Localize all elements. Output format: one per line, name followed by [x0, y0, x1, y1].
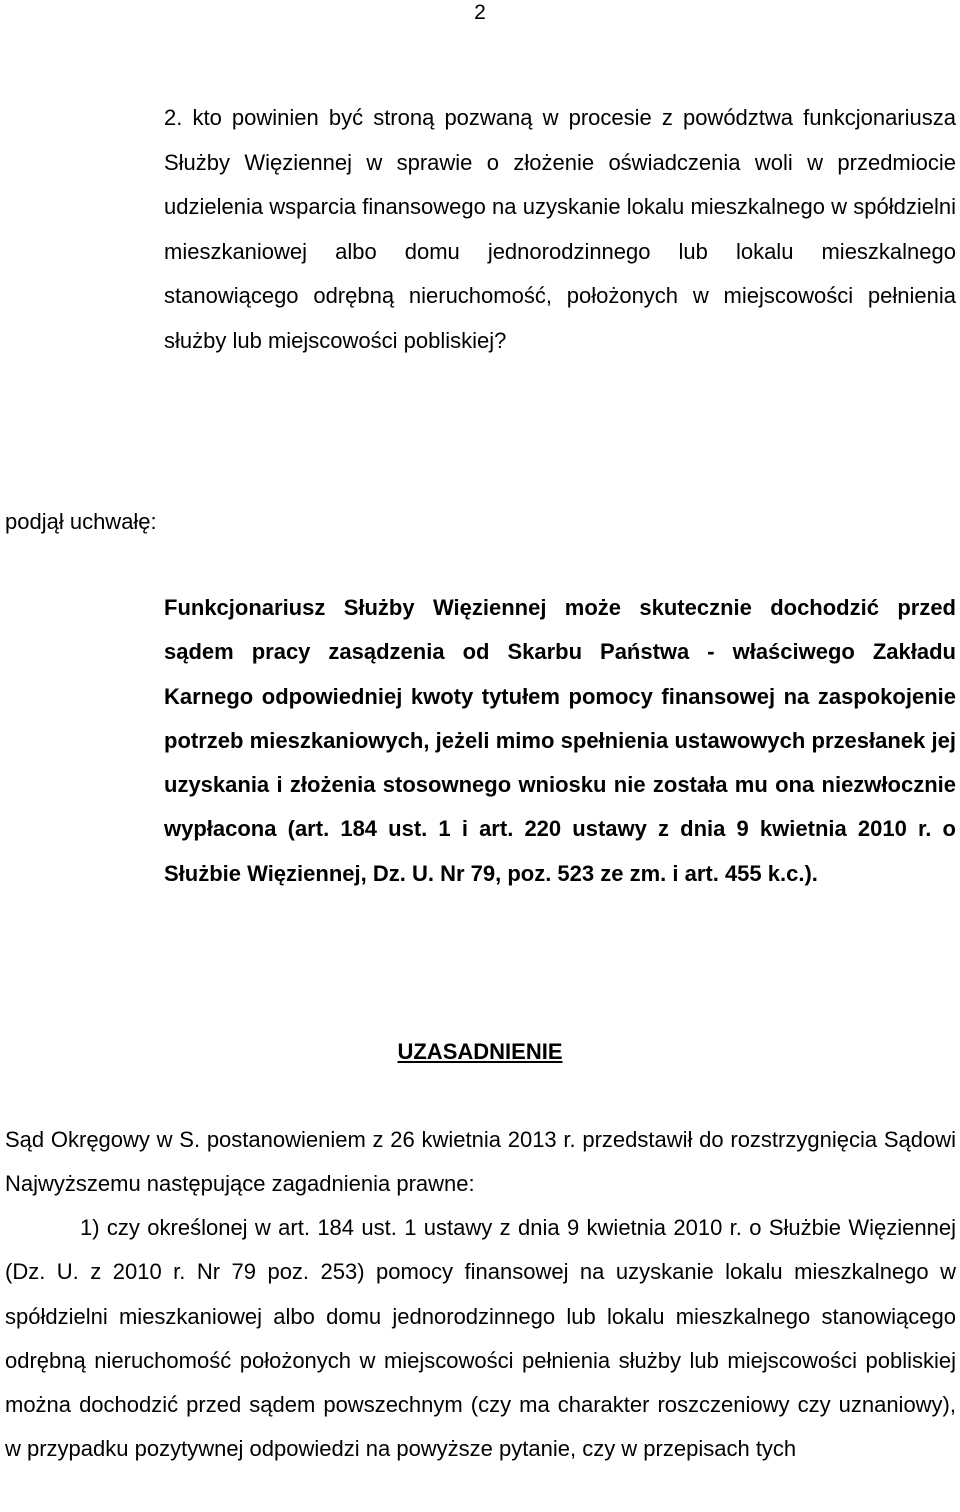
section-heading: UZASADNIENIE [397, 1039, 563, 1064]
reasons-intro-paragraph: Sąd Okręgowy w S. postanowieniem z 26 kwietnia 2013 r. przedstawił do rozstrzygnięcia Sądowi Najwyższemu następujące zagadnienia prawne: [5, 1127, 956, 1197]
reasons-question-1: 1) czy określonej w art. 184 ust. 1 ustawy z dnia 9 kwietnia 2010 r. o Służbie Więziennej (Dz. U. z 2010 r. Nr 79 poz. 253) pomocy finansowej na uzyskanie lokalu mieszkalnego w spółdzielni mieszkaniowej albo domu jednorodzinnego lub lokalu mieszkalnego stanowiącego odrębną nieruchomość położonych w miejscowości pełnienia służby lub miejscowości pobliskiej można dochodzić przed sądem powszechnym (czy ma charakter roszczeniowy czy uznaniowy), w przypadku pozytywnej odpowiedzi na powyższe pytanie, czy w przepisach tych [5, 1215, 956, 1462]
legal-question-2: 2. kto powinien być stroną pozwaną w procesie z powództwa funkcjonariusza Służby Więziennej w sprawie o złożenie oświadczenia woli w przedmiocie udzielenia wsparcia finansowego na uzyskanie lokalu mieszkalnego w spółdzielni mieszkaniowej albo domu jednorodzinnego lub lokalu mieszkalnego stanowiącego odrębną nieruchomość, położonych w miejscowości pełnienia służby lub miejscowości pobliskiej? [164, 105, 956, 353]
page-number: 2 [474, 1, 486, 24]
resolution-intro: podjął uchwałę: [5, 509, 157, 534]
resolution-text: Funkcjonariusz Służby Więziennej może skutecznie dochodzić przed sądem pracy zasądzenia od Skarbu Państwa - właściwego Zakładu Karnego odpowiedniej kwoty tytułem pomocy finansowej na zaspokojenie potrzeb mieszkaniowych, jeżeli mimo spełnienia ustawowych przesłanek jej uzyskania i złożenia stosownego wniosku nie została mu ona niezwłocznie wypłacona (art. 184 ust. 1 i art. 220 ustawy z dnia 9 kwietnia 2010 r. o Służbie Więziennej, Dz. U. Nr 79, poz. 523 ze zm. i art. 455 k.c.). [164, 595, 956, 886]
